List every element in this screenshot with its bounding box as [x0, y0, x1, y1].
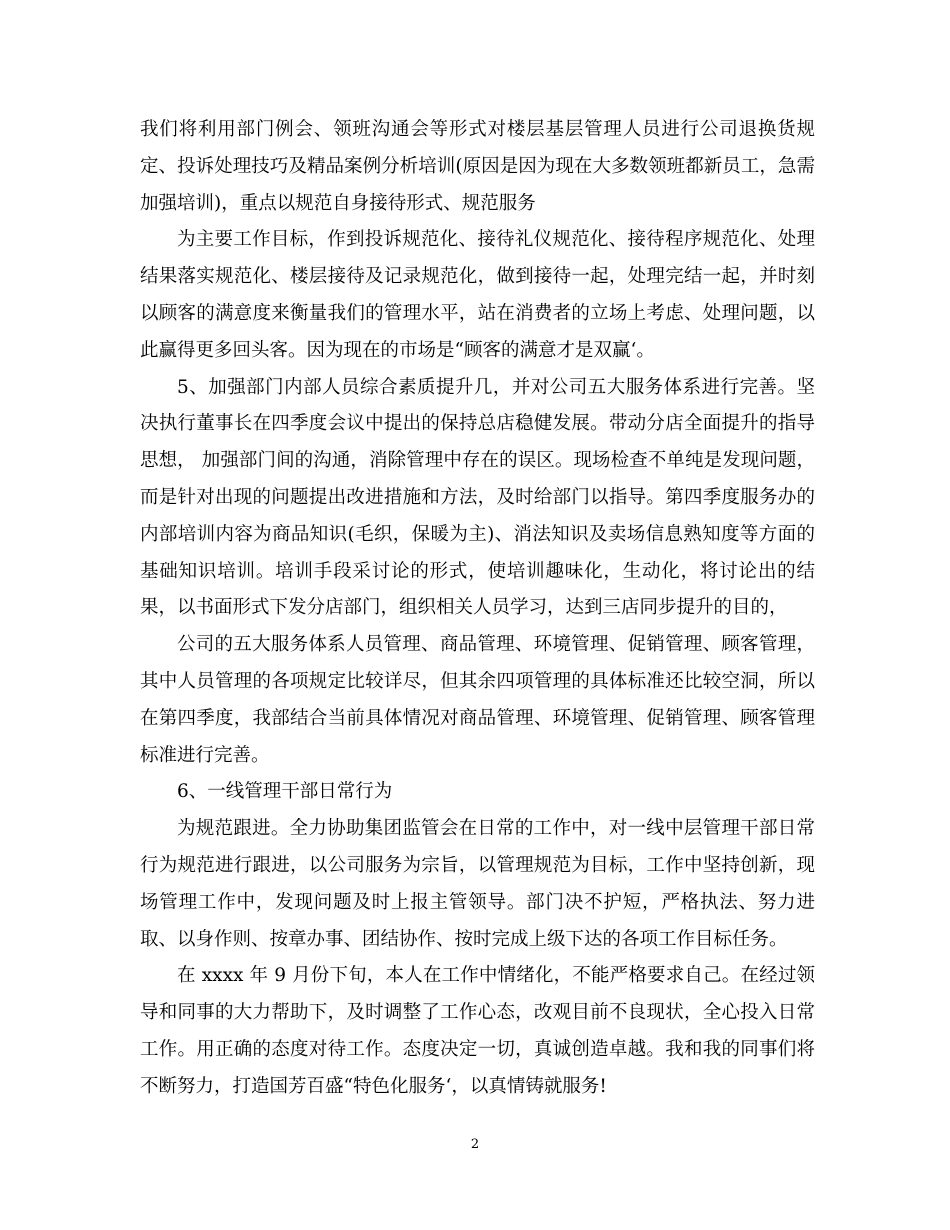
paragraph: 在 xxxx 年 9 月份下旬，本人在工作中情绪化，不能严格要求自己。在经过领导和同事的大力帮助下，及时调整了工作心态，改观目前不良现状，全心投入日常工作。用正确的态度对待工作。态度决定一切，真诚创造卓越。我和我的同事们将不断努力，打造国芳百盛“特色化服务‘，以真情铸就服务!: [140, 965, 815, 1097]
paragraph: 我们将利用部门例会、领班沟通会等形式对楼层基层管理人员进行公司退换货规定、投诉处理技巧及精品案例分析培训(原因是因为现在大多数领班都新员工，急需加强培训)，重点以规范自身接待形式、规范服务: [140, 119, 815, 214]
section-heading: 6、一线管理干部日常行为: [177, 781, 393, 803]
paragraph: 为主要工作目标，作到投诉规范化、接待礼仪规范化、接待程序规范化、处理结果落实规范化、楼层接待及记录规范化，做到接待一起，处理完结一起，并时刻以顾客的满意度来衡量我们的管理水平，站在消费者的立场上考虑、处理问题，以此赢得更多回头客。因为现在的市场是“顾客的满意才是双赢‘。: [140, 229, 815, 361]
paragraph: 为规范跟进。全力协助集团监管会在日常的工作中，对一线中层管理干部日常行为规范进行跟进，以公司服务为宗旨，以管理规范为目标，工作中坚持创新，现场管理工作中，发现问题及时上报主管领导。部门决不护短，严格执法、努力进取、以身作则、按章办事、团结协作、按时完成上级下达的各项工作目标任务。: [140, 818, 815, 950]
document-body: [140, 112, 815, 1106]
page-number: 2: [470, 1137, 480, 1152]
paragraph: 5、加强部门内部人员综合素质提升几，并对公司五大服务体系进行完善。坚决执行董事长在四季度会议中提出的保持总店稳健发展。带动分店全面提升的指导思想， 加强部门间的沟通，消除管理中存在的误区。现场检查不单纯是发现问题，而是针对出现的问题提出改进措施和方法，及时给部门以指导。第四季度服务办的内部培训内容为商品知识(毛织，保暖为主)、消法知识及卖场信息熟知度等方面的基础知识培训。培训手段采讨论的形式，使培训趣味化，生动化，将讨论出的结果，以书面形式下发分店部门，组织相关人员学习，达到三店同步提升的目的，: [140, 376, 815, 619]
paragraph: 公司的五大服务体系人员管理、商品管理、环境管理、促销管理、顾客管理，其中人员管理的各项规定比较详尽，但其余四项管理的具体标准还比较空洞，所以在第四季度，我部结合当前具体情况对商品管理、环境管理、促销管理、顾客管理标准进行完善。: [140, 634, 815, 766]
